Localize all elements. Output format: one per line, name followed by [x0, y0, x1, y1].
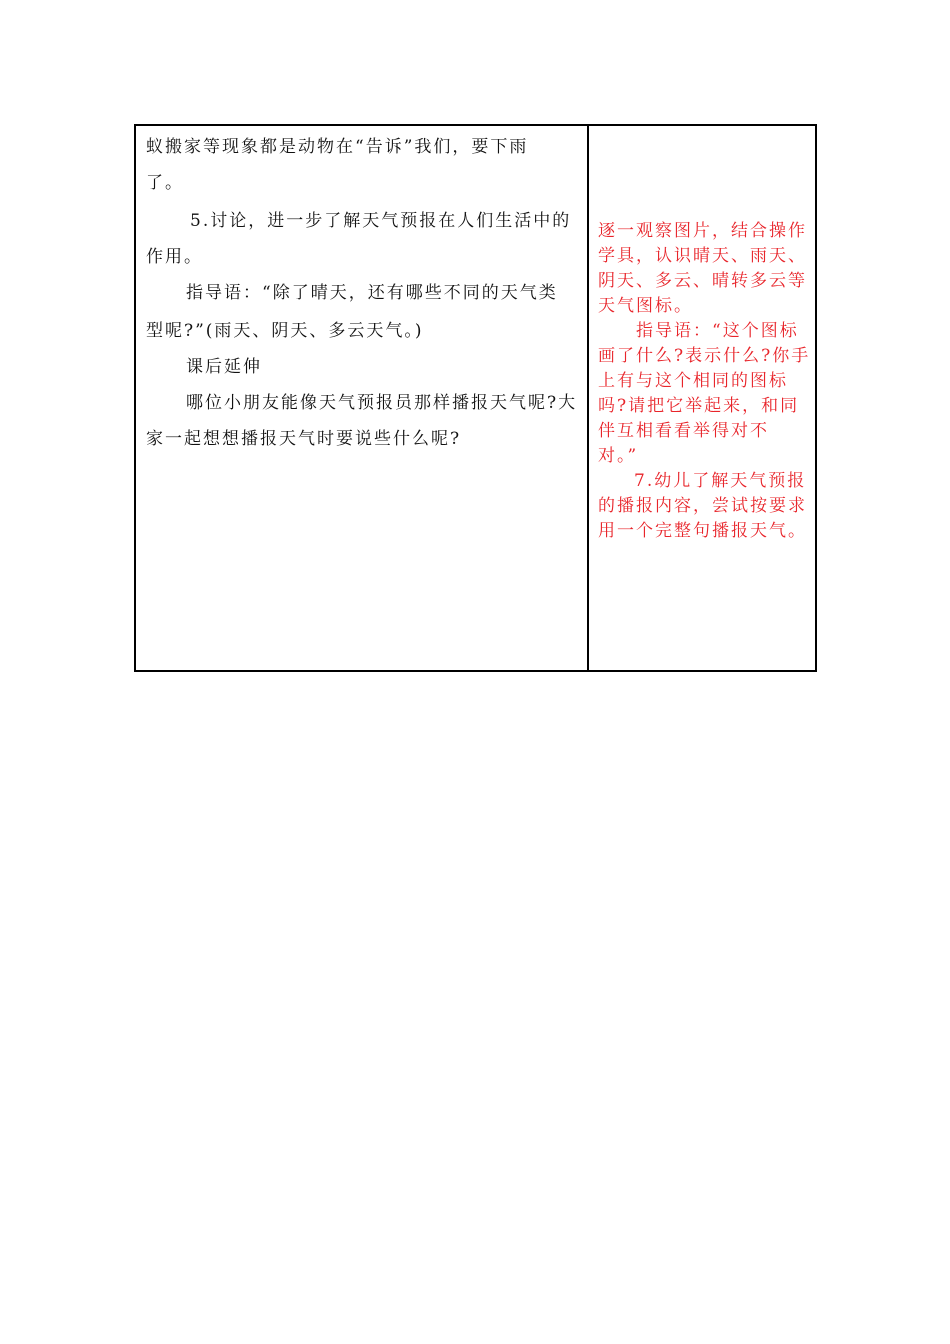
left-line-6: 型呢?”(雨天、阴天、多云天气。): [146, 321, 424, 341]
right-line-13: 用一个完整句播报天气。: [598, 521, 807, 541]
right-line-2: 学具，认识晴天、雨天、: [598, 246, 807, 266]
right-line-6: 画了什么?表示什么?你手: [598, 346, 811, 366]
right-line-1: 逐一观察图片，结合操作: [598, 221, 807, 241]
right-line-7: 上有与这个相同的图标: [598, 371, 788, 391]
right-line-3: 阴天、多云、晴转多云等: [598, 271, 807, 291]
left-line-3: 5.讨论，进一步了解天气预报在人们生活中的: [190, 211, 572, 231]
left-line-2: 了。: [146, 173, 184, 193]
right-line-11: 7.幼儿了解天气预报: [634, 471, 807, 491]
left-line-4: 作用。: [146, 247, 203, 267]
right-line-9: 伴互相看看举得对不: [598, 421, 769, 441]
right-line-8: 吗?请把它举起来，和同: [598, 396, 800, 416]
right-line-5: 指导语：“这个图标: [636, 321, 799, 341]
left-line-9: 家一起想想播报天气时要说些什么呢?: [146, 429, 462, 449]
left-line-7: 课后延伸: [186, 357, 262, 377]
column-divider: [587, 126, 589, 670]
lesson-table: [134, 124, 817, 672]
left-line-8: 哪位小朋友能像天气预报员那样播报天气呢?大: [186, 393, 578, 413]
right-line-10: 对。”: [598, 446, 639, 466]
right-line-4: 天气图标。: [598, 296, 693, 316]
left-line-1: 蚁搬家等现象都是动物在“告诉”我们，要下雨: [146, 137, 529, 157]
left-line-5: 指导语：“除了晴天，还有哪些不同的天气类: [186, 283, 558, 303]
right-line-12: 的播报内容，尝试按要求: [598, 496, 807, 516]
left-cell: [146, 126, 582, 670]
